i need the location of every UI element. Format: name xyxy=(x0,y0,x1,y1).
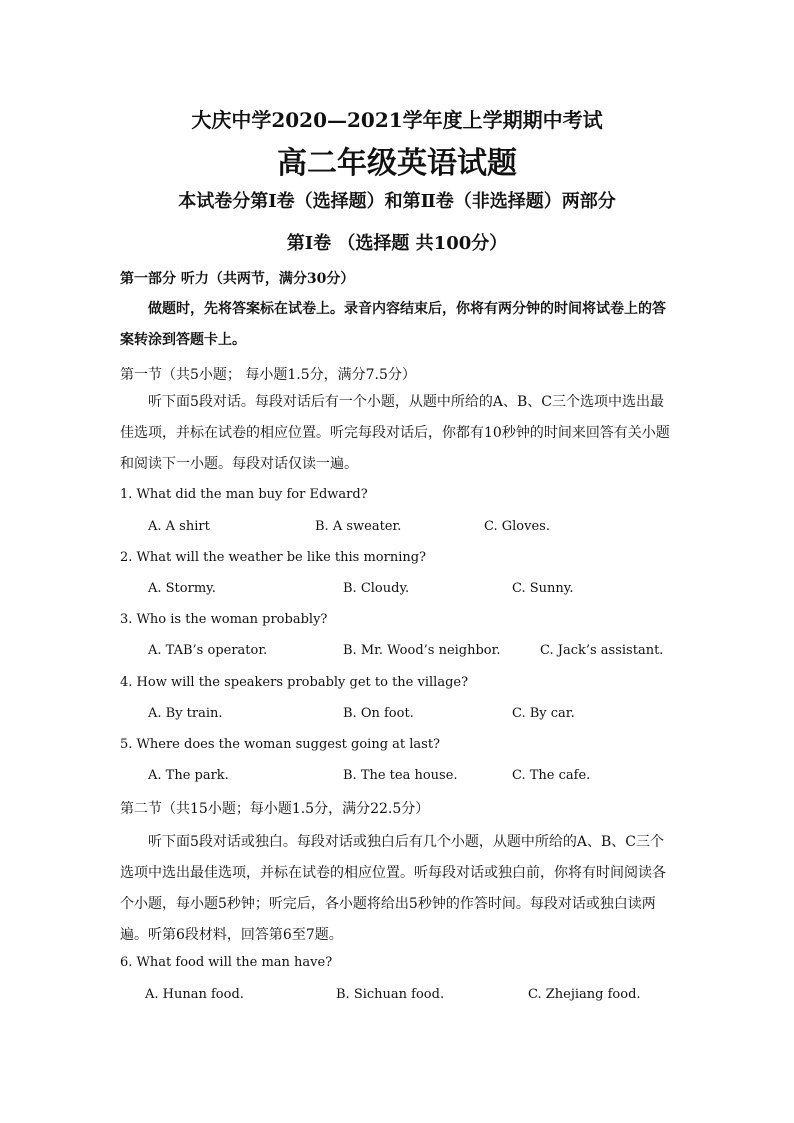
option-c: C. The cafe. xyxy=(512,768,591,783)
option-c: C. Jack’s assistant. xyxy=(540,643,664,658)
section1-title: 第一节（共5小题； 每小题1.5分，满分7.5分） xyxy=(120,367,416,383)
option-b: B. On foot. xyxy=(343,706,414,721)
question-stem: 2. What will the weather be like this morning? xyxy=(120,550,427,565)
option-a: A. A shirt xyxy=(148,519,210,534)
material-note: 听第6段材料，回答第6至7题。 xyxy=(148,927,343,943)
option-c: C. By car. xyxy=(512,706,575,721)
exam-title: 大庆中学2020—2021学年度上学期期中考试 xyxy=(191,108,603,132)
subject-title: 高二年级英语试题 xyxy=(277,146,517,181)
section2-title: 第二节（共15小题；每小题1.5分，满分22.5分） xyxy=(120,801,430,817)
part1-title: 第一部分 听力（共两节，满分30分） xyxy=(120,271,355,287)
question-stem: 3. Who is the woman probably? xyxy=(120,612,328,627)
question-stem: 4. How will the speakers probably get to the village? xyxy=(120,675,469,690)
option-b: B. The tea house. xyxy=(343,768,458,783)
option-b: B. A sweater. xyxy=(315,519,402,534)
option-c: C. Sunny. xyxy=(512,581,574,596)
section2-instruction: 听下面5段对话或独白。每段对话或独白后有几个小题，从题中所给的A、B、C三个选项中选出最佳选项，并标在试卷的相应位置。听每段对话或独白前，你将有时间阅读各个小题，每小题5秒钟；听完后，各小题将给出5秒钟的作答时间。每段对话或独白读两遍。 xyxy=(120,834,666,943)
volume-title: 第Ⅰ卷 （选择题 共100分） xyxy=(286,233,508,254)
option-a: A. By train. xyxy=(148,706,223,721)
option-c: C. Zhejiang food. xyxy=(528,987,641,1002)
section1-instruction: 听下面5段对话。每段对话后有一个小题，从题中所给的A、B、C三个选项中选出最佳选项，并标在试卷的相应位置。听完每段对话后，你都有10秒钟的时间来回答有关小题和阅读下一小题。每段对话仅读一遍。 xyxy=(120,394,670,472)
option-a: A. Stormy. xyxy=(148,581,216,596)
option-b: B. Mr. Wood’s neighbor. xyxy=(343,643,501,658)
option-a: A. Hunan food. xyxy=(145,987,244,1002)
option-a: A. The park. xyxy=(148,768,229,783)
option-b: B. Cloudy. xyxy=(343,581,410,596)
option-b: B. Sichuan food. xyxy=(336,987,445,1002)
option-c: C. Gloves. xyxy=(484,519,550,534)
part1-instruction: 做题时，先将答案标在试卷上。录音内容结束后，你将有两分钟的时间将试卷上的答案转涂到答题卡上。 xyxy=(120,301,666,348)
question-stem: 6. What food will the man have? xyxy=(120,955,333,970)
structure-note: 本试卷分第Ⅰ卷（选择题）和第Ⅱ卷（非选择题）两部分 xyxy=(178,191,616,212)
question-stem: 5. Where does the woman suggest going at last? xyxy=(120,737,441,752)
question-stem: 1. What did the man buy for Edward? xyxy=(120,487,368,502)
option-a: A. TAB’s operator. xyxy=(148,643,268,658)
